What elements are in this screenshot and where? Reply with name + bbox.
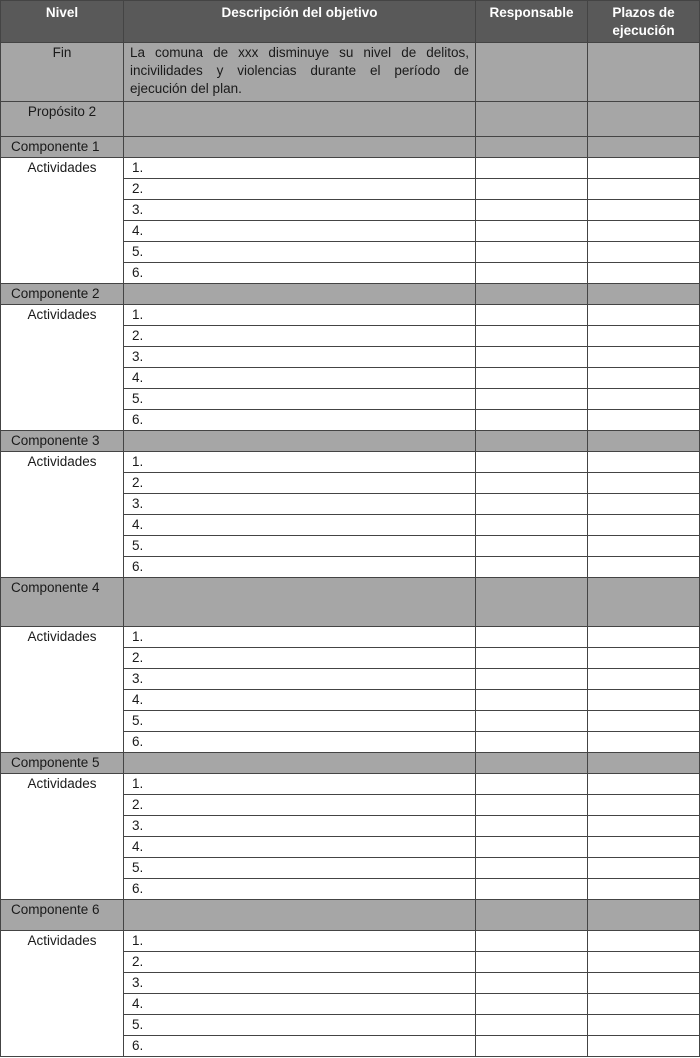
actividad-plazos: [588, 648, 700, 669]
actividad-plazos: [588, 347, 700, 368]
actividad-item: 2.: [124, 179, 476, 200]
actividad-plazos: [588, 263, 700, 284]
actividad-responsable: [476, 368, 588, 389]
actividad-row: [1, 627, 700, 648]
componente-responsable: [476, 137, 588, 158]
actividad-item: 5.: [124, 711, 476, 732]
actividad-responsable: [476, 648, 588, 669]
actividad-responsable: [476, 452, 588, 473]
actividad-responsable: [476, 952, 588, 973]
proposito-nivel: Propósito 2: [1, 102, 124, 137]
actividad-plazos: [588, 515, 700, 536]
proposito-row: [1, 102, 700, 137]
actividad-plazos: [588, 473, 700, 494]
actividad-responsable: [476, 879, 588, 900]
actividad-plazos: [588, 837, 700, 858]
actividad-item: 4.: [124, 368, 476, 389]
componente-row: [1, 284, 700, 305]
actividad-row: [1, 158, 700, 179]
actividad-plazos: [588, 711, 700, 732]
actividad-responsable: [476, 858, 588, 879]
header-row: [1, 1, 700, 43]
actividad-item: 6.: [124, 410, 476, 431]
actividad-plazos: [588, 242, 700, 263]
actividad-item: 3.: [124, 347, 476, 368]
actividades-label: Actividades: [1, 774, 124, 900]
componente-label: Componente 6: [1, 900, 124, 931]
actividad-plazos: [588, 879, 700, 900]
actividad-plazos: [588, 952, 700, 973]
componente-responsable: [476, 284, 588, 305]
actividad-responsable: [476, 221, 588, 242]
actividad-responsable: [476, 242, 588, 263]
actividad-responsable: [476, 973, 588, 994]
header-nivel: Nivel: [1, 1, 124, 43]
componente-label: Componente 3: [1, 431, 124, 452]
actividad-plazos: [588, 536, 700, 557]
actividad-responsable: [476, 305, 588, 326]
proposito-responsable: [476, 102, 588, 137]
componente-responsable: [476, 900, 588, 931]
actividad-plazos: [588, 305, 700, 326]
actividad-plazos: [588, 1015, 700, 1036]
actividad-responsable: [476, 994, 588, 1015]
componente-plazos: [588, 753, 700, 774]
actividad-row: [1, 774, 700, 795]
actividades-label: Actividades: [1, 931, 124, 1057]
actividad-item: 4.: [124, 690, 476, 711]
actividad-responsable: [476, 557, 588, 578]
actividad-item: 1.: [124, 627, 476, 648]
actividad-responsable: [476, 536, 588, 557]
actividad-item: 1.: [124, 158, 476, 179]
actividad-responsable: [476, 473, 588, 494]
header-responsable: Responsable: [476, 1, 588, 43]
actividad-responsable: [476, 494, 588, 515]
componente-responsable: [476, 578, 588, 627]
actividad-plazos: [588, 973, 700, 994]
componente-row: [1, 900, 700, 931]
actividad-item: 2.: [124, 648, 476, 669]
actividad-plazos: [588, 732, 700, 753]
actividad-responsable: [476, 389, 588, 410]
componente-row: [1, 753, 700, 774]
actividad-plazos: [588, 410, 700, 431]
componente-descripcion: [124, 137, 476, 158]
fin-plazos: [588, 43, 700, 102]
componente-row: [1, 431, 700, 452]
actividad-item: 3.: [124, 200, 476, 221]
actividad-responsable: [476, 263, 588, 284]
actividad-plazos: [588, 669, 700, 690]
actividad-responsable: [476, 669, 588, 690]
actividades-label: Actividades: [1, 305, 124, 431]
actividad-responsable: [476, 1036, 588, 1057]
actividad-item: 3.: [124, 669, 476, 690]
actividad-plazos: [588, 1036, 700, 1057]
actividad-plazos: [588, 494, 700, 515]
actividad-item: 3.: [124, 973, 476, 994]
componente-responsable: [476, 431, 588, 452]
componente-descripcion: [124, 900, 476, 931]
componente-row: [1, 137, 700, 158]
componente-label: Componente 1: [1, 137, 124, 158]
actividad-responsable: [476, 732, 588, 753]
fin-row: [1, 43, 700, 102]
actividad-row: [1, 452, 700, 473]
componente-row: [1, 578, 700, 627]
actividades-label: Actividades: [1, 158, 124, 284]
actividad-plazos: [588, 326, 700, 347]
actividad-row: [1, 931, 700, 952]
componente-plazos: [588, 137, 700, 158]
actividad-plazos: [588, 557, 700, 578]
actividades-label: Actividades: [1, 452, 124, 578]
actividad-item: 4.: [124, 221, 476, 242]
actividad-item: 6.: [124, 263, 476, 284]
actividad-item: 6.: [124, 1036, 476, 1057]
componente-plazos: [588, 900, 700, 931]
header-descripcion: Descripción del objetivo: [124, 1, 476, 43]
componente-descripcion: [124, 753, 476, 774]
componente-plazos: [588, 431, 700, 452]
componente-label: Componente 4: [1, 578, 124, 627]
fin-nivel: Fin: [1, 43, 124, 102]
actividad-responsable: [476, 795, 588, 816]
componente-descripcion: [124, 578, 476, 627]
actividad-plazos: [588, 158, 700, 179]
componentes-section: [1, 137, 700, 1057]
actividad-item: 4.: [124, 994, 476, 1015]
actividad-responsable: [476, 931, 588, 952]
actividad-responsable: [476, 200, 588, 221]
actividad-responsable: [476, 837, 588, 858]
actividad-responsable: [476, 326, 588, 347]
fin-responsable: [476, 43, 588, 102]
actividad-plazos: [588, 931, 700, 952]
actividad-responsable: [476, 627, 588, 648]
actividad-plazos: [588, 200, 700, 221]
actividad-responsable: [476, 158, 588, 179]
actividad-item: 1.: [124, 774, 476, 795]
actividad-item: 5.: [124, 858, 476, 879]
actividad-item: 4.: [124, 515, 476, 536]
actividad-item: 5.: [124, 389, 476, 410]
componente-label: Componente 5: [1, 753, 124, 774]
componente-label: Componente 2: [1, 284, 124, 305]
actividad-responsable: [476, 347, 588, 368]
actividad-item: 2.: [124, 952, 476, 973]
actividad-responsable: [476, 410, 588, 431]
actividad-item: 1.: [124, 305, 476, 326]
actividad-item: 6.: [124, 732, 476, 753]
actividad-responsable: [476, 179, 588, 200]
actividad-plazos: [588, 994, 700, 1015]
actividad-responsable: [476, 515, 588, 536]
fin-descripcion: La comuna de xxx disminuye su nivel de delitos, incivilidades y violencias durante el período de ejecución del plan.: [124, 43, 476, 102]
proposito-descripcion: [124, 102, 476, 137]
componente-descripcion: [124, 431, 476, 452]
actividad-item: 6.: [124, 879, 476, 900]
actividad-item: 1.: [124, 452, 476, 473]
actividades-label: Actividades: [1, 627, 124, 753]
header-plazos: Plazos de ejecución: [588, 1, 700, 43]
actividad-plazos: [588, 690, 700, 711]
actividad-responsable: [476, 690, 588, 711]
actividad-item: 6.: [124, 557, 476, 578]
actividad-plazos: [588, 816, 700, 837]
componente-plazos: [588, 578, 700, 627]
componente-responsable: [476, 753, 588, 774]
actividad-item: 3.: [124, 494, 476, 515]
actividad-item: 5.: [124, 536, 476, 557]
actividad-plazos: [588, 452, 700, 473]
actividad-row: [1, 305, 700, 326]
actividad-item: 2.: [124, 473, 476, 494]
actividad-plazos: [588, 221, 700, 242]
actividad-plazos: [588, 858, 700, 879]
actividad-plazos: [588, 179, 700, 200]
actividad-plazos: [588, 627, 700, 648]
actividad-item: 4.: [124, 837, 476, 858]
componente-plazos: [588, 284, 700, 305]
actividad-plazos: [588, 795, 700, 816]
actividad-plazos: [588, 368, 700, 389]
actividad-item: 2.: [124, 795, 476, 816]
actividad-responsable: [476, 774, 588, 795]
actividad-plazos: [588, 774, 700, 795]
componente-descripcion: [124, 284, 476, 305]
actividad-item: 2.: [124, 326, 476, 347]
actividad-item: 1.: [124, 931, 476, 952]
actividad-responsable: [476, 816, 588, 837]
actividad-plazos: [588, 389, 700, 410]
actividad-item: 3.: [124, 816, 476, 837]
actividad-responsable: [476, 711, 588, 732]
proposito-plazos: [588, 102, 700, 137]
actividad-item: 5.: [124, 242, 476, 263]
actividad-responsable: [476, 1015, 588, 1036]
actividad-item: 5.: [124, 1015, 476, 1036]
